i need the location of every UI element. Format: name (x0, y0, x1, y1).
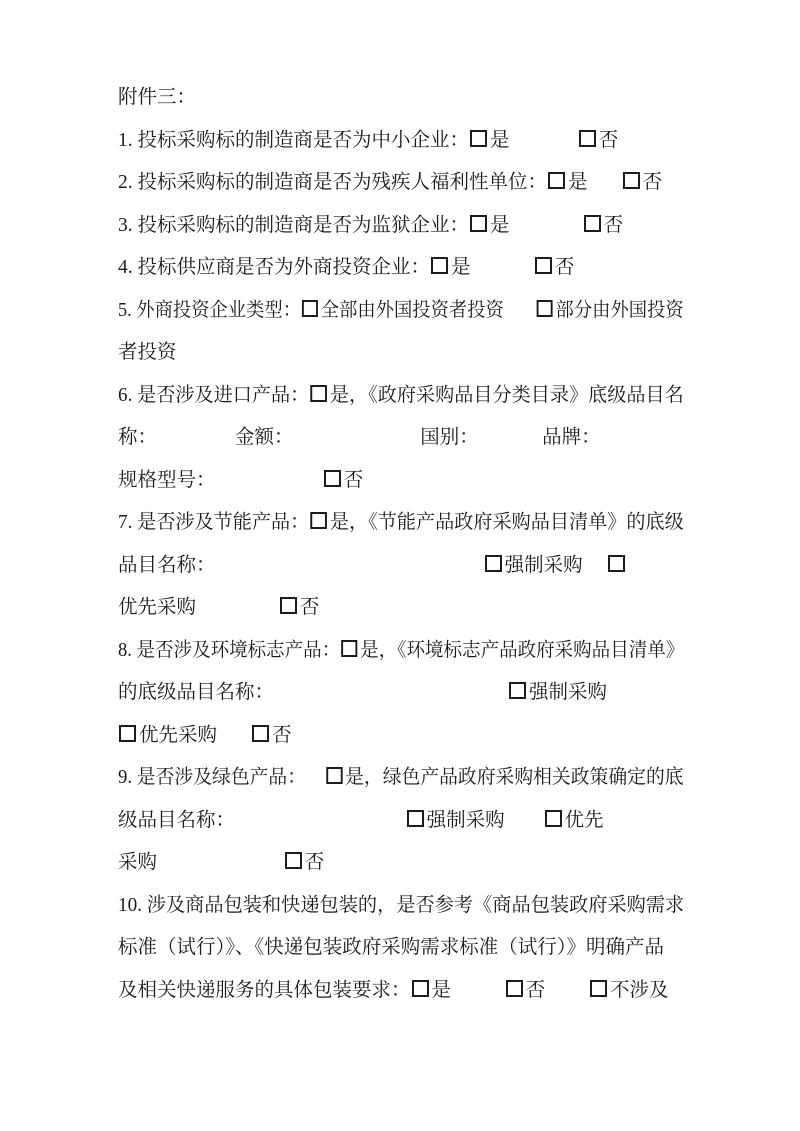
spacer (451, 980, 505, 1001)
question-2 (118, 162, 684, 205)
checkbox-label: 是 (451, 257, 471, 278)
checkbox-square-icon (252, 725, 269, 742)
doc-line-content (118, 120, 618, 163)
checkbox-square-icon (545, 810, 562, 827)
checkbox-square-icon (285, 852, 302, 869)
doc-text: 3. 投标采购标的制造商是否为监狱企业： (118, 214, 470, 236)
doc-line-content (118, 332, 177, 375)
checkbox-square-icon (506, 980, 523, 997)
spacer (216, 555, 484, 576)
question-9 (118, 757, 684, 800)
checkbox-yes[interactable] (309, 385, 349, 406)
checkbox-label: 否 (272, 724, 292, 746)
checkbox-no[interactable] (534, 257, 575, 278)
checkbox-label: 否 (304, 852, 325, 873)
checkbox-yes[interactable] (340, 640, 378, 661)
checkbox-label: 否 (642, 172, 663, 193)
checkbox-label: 全部由外国投资者投资 (320, 299, 504, 321)
checkbox-label: 否 (603, 214, 624, 236)
doc-text: 金额： (235, 427, 294, 448)
doc-text: 规格型号： (118, 469, 216, 491)
checkbox-label: 强制采购 (504, 554, 583, 576)
checkbox-square-icon (584, 215, 601, 232)
checkbox-mandatory-procurement[interactable] (484, 555, 583, 576)
checkbox-yes[interactable] (411, 980, 452, 1001)
doc-text: 7. 是否涉及节能产品： (118, 512, 310, 533)
doc-text: 优先采购 (118, 597, 197, 618)
doc-line-content (118, 715, 292, 758)
spacer (306, 767, 325, 788)
question-6-fields-2 (118, 460, 684, 503)
checkbox-yes[interactable] (469, 130, 510, 151)
doc-text: 6. 是否涉及进口产品： (118, 384, 310, 406)
checkbox-label: 不涉及 (610, 979, 669, 1001)
doc-text: 1. 投标采购标的制造商是否为中小企业： (118, 129, 470, 151)
checkbox-priority-procurement[interactable] (607, 555, 628, 576)
spacer (545, 980, 589, 1001)
question-3 (118, 205, 684, 248)
question-7-options-2 (118, 587, 684, 630)
spacer (157, 852, 284, 873)
checkbox-label: 强制采购 (529, 682, 608, 703)
checkbox-label: 是 (329, 384, 350, 406)
checkbox-label: 是 (568, 172, 588, 193)
spacer (479, 427, 542, 448)
question-9-options (118, 800, 684, 843)
doc-line-content (118, 885, 684, 928)
doc-text: 级品目名称： (118, 809, 236, 831)
doc-text: 4. 投标供应商是否为外商投资企业： (118, 257, 431, 278)
checkbox-square-icon (608, 555, 625, 572)
checkbox-square-icon (590, 980, 607, 997)
doc-line-content (118, 417, 601, 460)
spacer (510, 130, 578, 151)
doc-text: 者投资 (118, 342, 177, 363)
checkbox-no[interactable] (578, 130, 619, 151)
question-8 (118, 630, 684, 673)
checkbox-square-icon (470, 215, 487, 232)
checkbox-priority-procurement[interactable] (118, 725, 217, 746)
checkbox-priority-procurement[interactable] (544, 810, 604, 831)
checkbox-label: 是 (329, 512, 350, 533)
checkbox-square-icon (324, 470, 341, 487)
checkbox-yes[interactable] (469, 215, 510, 236)
doc-text: 附件三： (118, 87, 197, 108)
spacer (294, 427, 421, 448)
checkbox-mandatory-procurement[interactable] (406, 810, 505, 831)
checkbox-label: 否 (343, 469, 364, 491)
checkbox-label: 是 (431, 979, 452, 1001)
checkbox-label: 是 (345, 767, 364, 788)
question-5-continuation (118, 332, 684, 375)
doc-text: 品目名称： (118, 554, 216, 576)
checkbox-label: 是 (490, 214, 510, 236)
doc-line-content (118, 970, 669, 1013)
spacer (235, 810, 406, 831)
checkbox-square-icon (579, 130, 596, 147)
checkbox-wholly-foreign-invested[interactable] (301, 300, 504, 321)
checkbox-square-icon (509, 682, 526, 699)
checkbox-no[interactable] (284, 852, 325, 873)
doc-text: 2. 投标采购标的制造商是否为残疾人福利性单位： (118, 172, 548, 193)
checkbox-label: 是 (360, 639, 379, 661)
doc-line-content (118, 842, 324, 885)
doc-line-content (118, 587, 319, 630)
checkbox-square-icon (326, 767, 342, 784)
spacer (510, 215, 583, 236)
checkbox-label: 强制采购 (426, 809, 505, 831)
checkbox-square-icon (535, 257, 552, 274)
spacer (504, 300, 536, 321)
question-7 (118, 502, 684, 545)
spacer (505, 810, 544, 831)
doc-text: 的底级品目名称： (118, 682, 275, 703)
checkbox-label: 否 (299, 597, 320, 618)
doc-text: 采购 (118, 852, 158, 873)
spacer (216, 470, 323, 491)
doc-text: 及相关快递服务的具体包装要求： (118, 979, 411, 1001)
checkbox-label: 部分由外国投资 (555, 299, 684, 321)
checkbox-no[interactable] (622, 172, 663, 193)
checkbox-no[interactable] (505, 980, 546, 1001)
doc-line-content (118, 800, 604, 843)
doc-line-content (118, 672, 607, 715)
spacer (217, 725, 251, 746)
doc-line-content (118, 162, 662, 205)
checkbox-square-icon (310, 512, 327, 529)
doc-text: 5. 外商投资企业类型： (118, 299, 302, 321)
question-4 (118, 247, 684, 290)
checkbox-mandatory-procurement[interactable] (508, 682, 607, 703)
attachment-three-form (118, 77, 684, 1012)
checkbox-square-icon (407, 810, 424, 827)
doc-line-content (118, 545, 628, 588)
checkbox-square-icon (280, 597, 297, 614)
doc-text: 8. 是否涉及环境标志产品： (118, 639, 341, 661)
question-5 (118, 290, 684, 333)
doc-heading (118, 77, 684, 120)
question-10 (118, 885, 684, 928)
checkbox-no[interactable] (251, 725, 292, 746)
checkbox-label: 优先 (564, 809, 604, 831)
checkbox-square-icon (302, 300, 318, 317)
spacer (588, 172, 622, 193)
checkbox-square-icon (341, 640, 357, 657)
doc-text: 9. 是否涉及绿色产品： (118, 767, 307, 788)
checkbox-square-icon (548, 172, 565, 189)
doc-line-content (118, 205, 623, 248)
checkbox-yes[interactable] (547, 172, 588, 193)
question-6 (118, 375, 684, 418)
spacer (157, 427, 235, 448)
doc-line-content (118, 502, 684, 545)
doc-line-content (118, 375, 684, 418)
question-9-options-2 (118, 842, 684, 885)
checkbox-label: 否 (554, 257, 575, 278)
checkbox-square-icon (310, 385, 327, 402)
doc-line-content (118, 630, 684, 673)
spacer (274, 682, 508, 703)
checkbox-label: 否 (598, 129, 619, 151)
checkbox-partly-foreign-invested[interactable] (536, 300, 684, 321)
doc-text: 称： (118, 427, 158, 448)
doc-line-content (118, 290, 684, 333)
doc-text: ，绿色产品政府采购相关政策确定的底 (363, 767, 684, 788)
doc-text: 品牌： (542, 427, 601, 448)
checkbox-yes[interactable] (309, 512, 349, 533)
question-10-options (118, 970, 684, 1013)
doc-line-content (118, 77, 196, 120)
checkbox-yes[interactable] (325, 767, 364, 788)
doc-text: 标准（试行）》、《快递包装政府采购需求标准（试行）》明确产品 (118, 937, 665, 958)
question-7-options (118, 545, 684, 588)
question-10-continuation (118, 927, 684, 970)
doc-text: ，《环境标志产品政府采购品目清单》 (378, 639, 685, 661)
question-8-options-2 (118, 715, 684, 758)
checkbox-square-icon (623, 172, 640, 189)
checkbox-square-icon (431, 257, 448, 274)
checkbox-label: 否 (525, 979, 546, 1001)
doc-line-content (118, 757, 684, 800)
checkbox-not-involved[interactable] (589, 980, 669, 1001)
doc-line-content (118, 247, 574, 290)
checkbox-no[interactable] (279, 597, 320, 618)
doc-line-content (118, 927, 664, 970)
checkbox-square-icon (470, 130, 487, 147)
checkbox-no[interactable] (583, 215, 624, 236)
doc-text: ，《政府采购品目分类目录》底级品目名 (349, 384, 684, 406)
checkbox-no[interactable] (323, 470, 364, 491)
spacer (471, 257, 534, 278)
doc-line-content (118, 460, 363, 503)
checkbox-square-icon (119, 725, 136, 742)
checkbox-yes[interactable] (430, 257, 471, 278)
doc-text: 10. 涉及商品包装和快递包装的，是否参考《商品包装政府采购需求 (118, 894, 685, 916)
checkbox-square-icon (412, 980, 429, 997)
question-8-options (118, 672, 684, 715)
question-6-fields (118, 417, 684, 460)
doc-text: 国别： (420, 427, 479, 448)
checkbox-square-icon (537, 300, 553, 317)
spacer (196, 597, 279, 618)
spacer (583, 555, 607, 576)
checkbox-label: 优先采购 (139, 724, 218, 746)
checkbox-square-icon (485, 555, 502, 572)
doc-text: ，《节能产品政府采购品目清单》的底级 (349, 512, 684, 533)
checkbox-label: 是 (490, 129, 510, 151)
question-1 (118, 120, 684, 163)
